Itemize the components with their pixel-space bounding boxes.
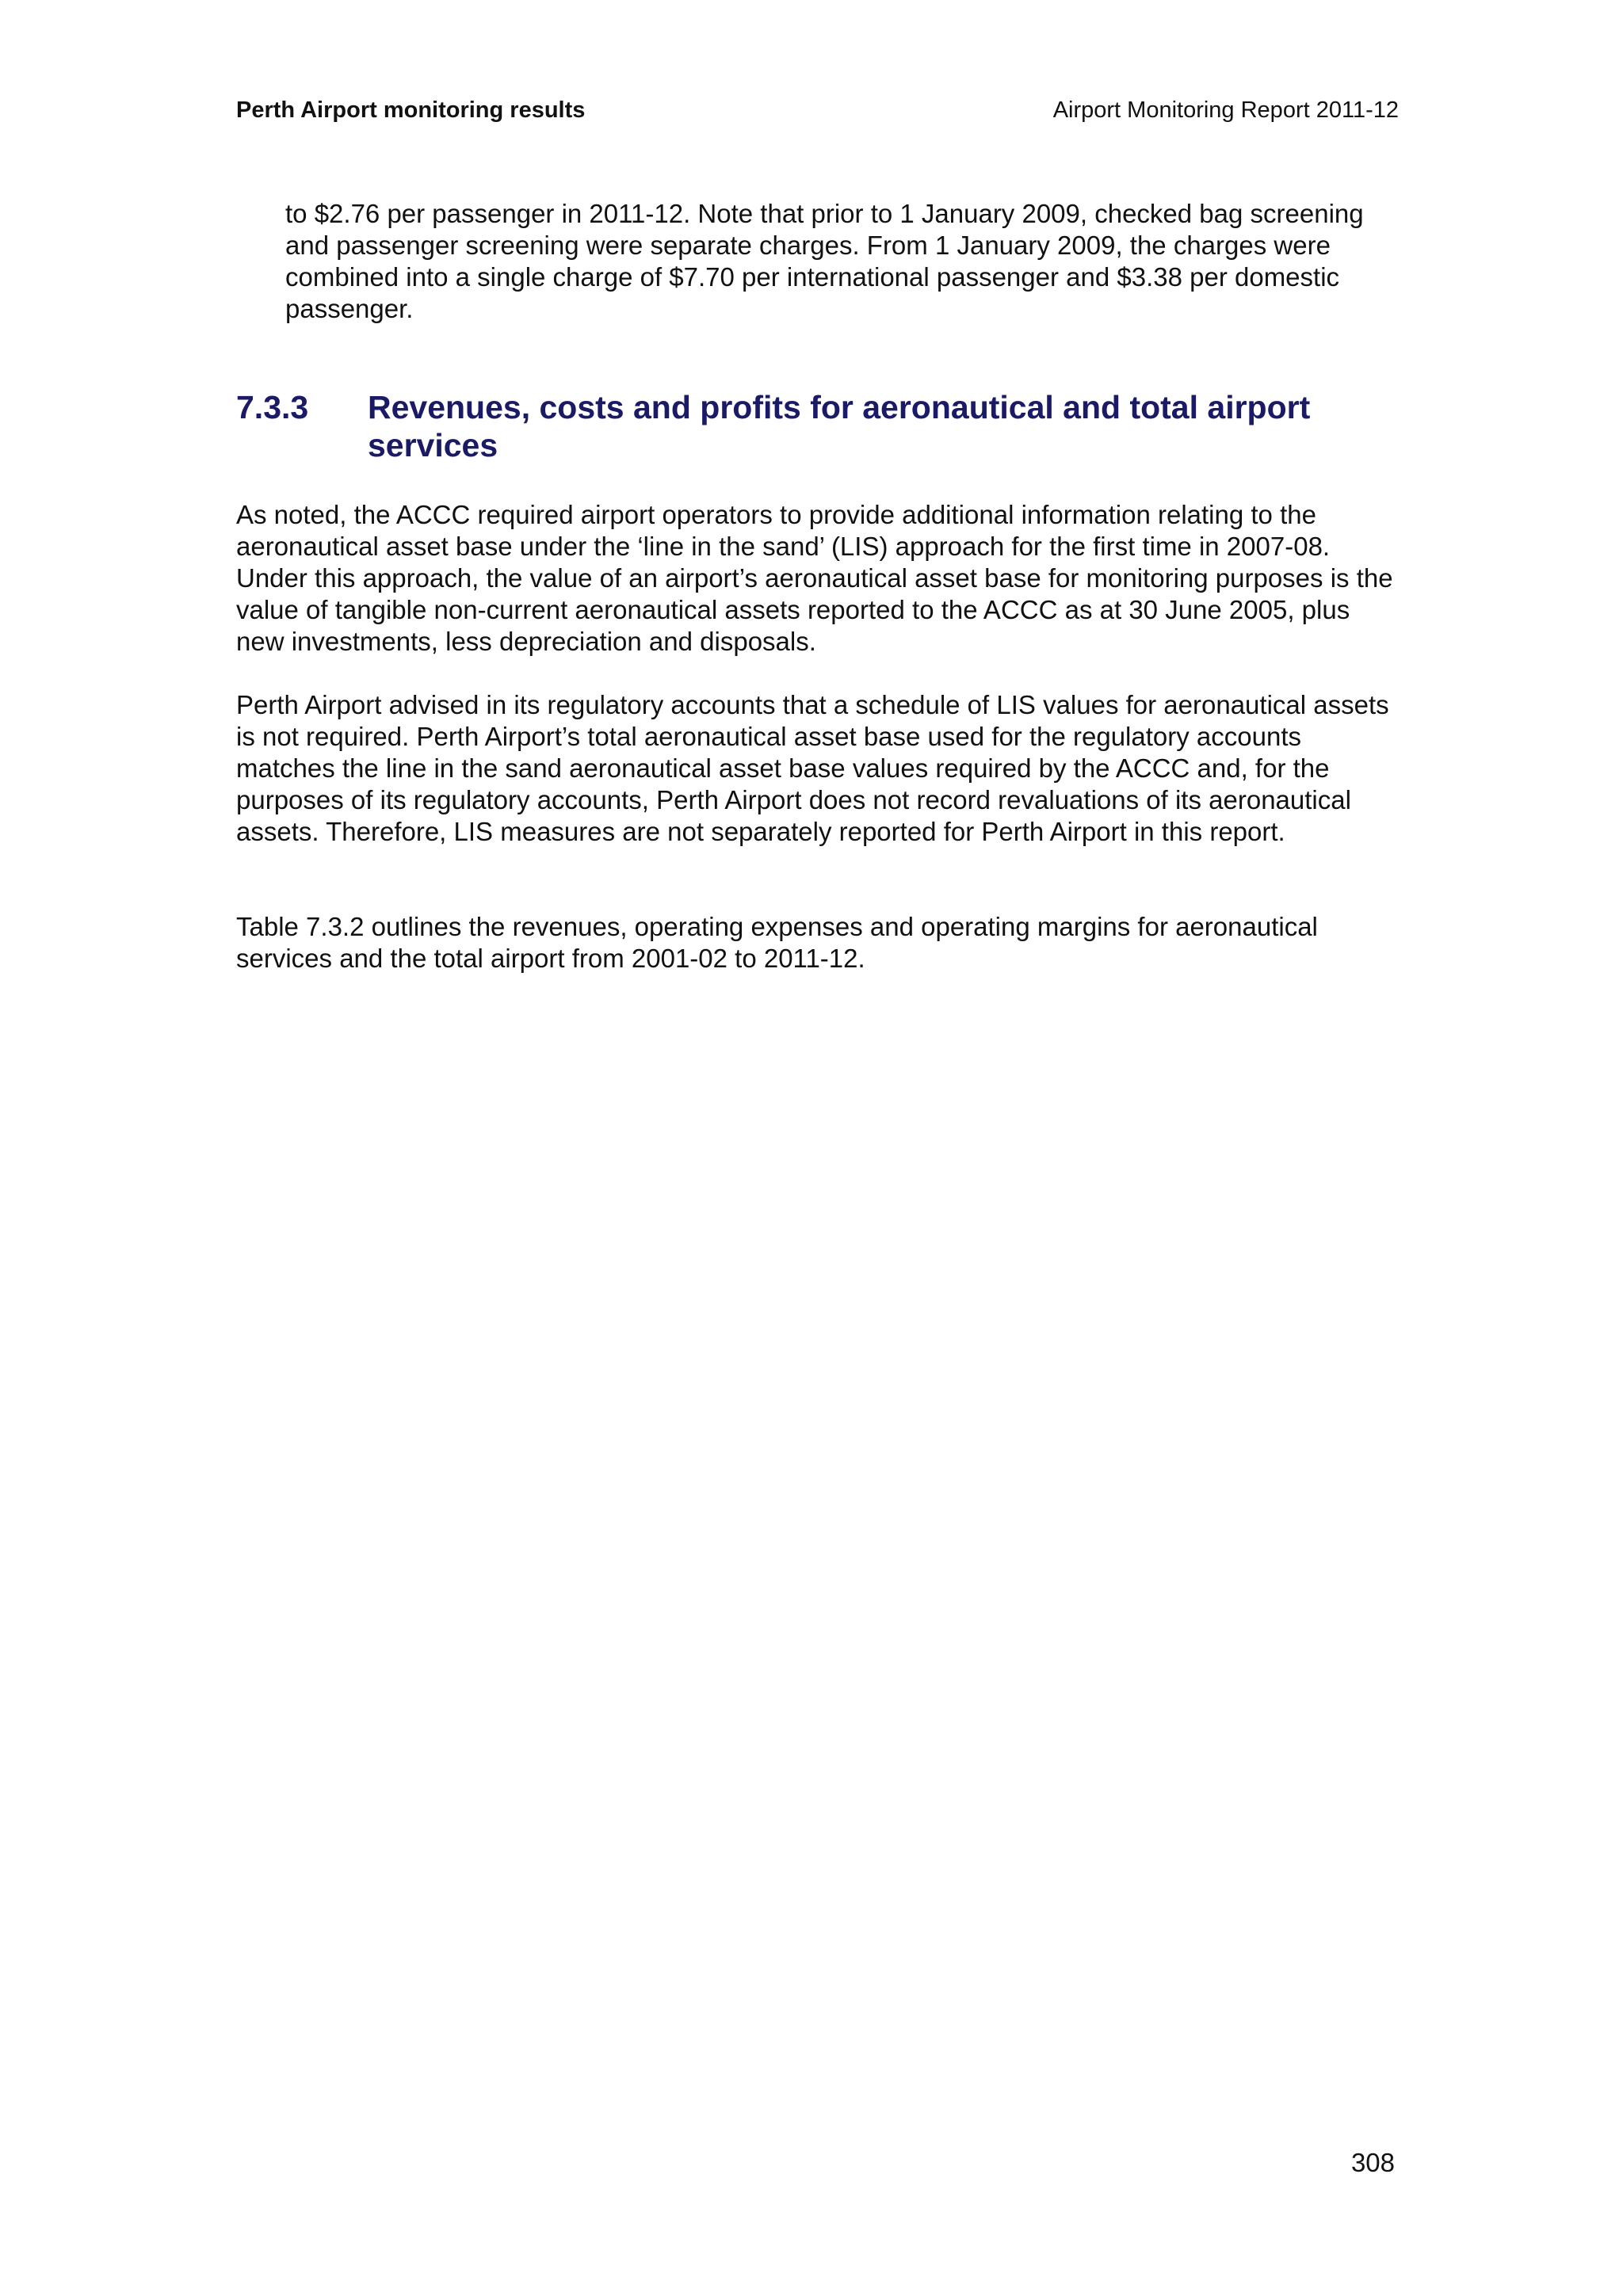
running-header-report-title: Airport Monitoring Report 2011-12 (1052, 97, 1399, 123)
section-title: Revenues, costs and profits for aeronautical and total airport services (368, 389, 1311, 463)
continued-paragraph: to $2.76 per passenger in 2011-12. Note that prior to 1 January 2009, checked bag screening and passenger screening were separate charges. From 1 January 2009, the charges were combined into a single charge of $7.70 per international passenger and $3.38 per domestic passenger. (285, 199, 1364, 323)
body-paragraph-lis-not-required: Perth Airport advised in its regulatory accounts that a schedule of LIS values for aeronautical assets is not required. Perth Airport’s total aeronautical asset base used for the regulatory accounts matches the line in the sand aeronautical asset base values required by the ACCC and, for the purposes of its regulatory accounts, Perth Airport does not record revaluations of its aeronautical assets. Therefore, LIS measures are not separately reported for Perth Airport in this report. (236, 690, 1389, 846)
body-paragraph-table-reference: Table 7.3.2 outlines the revenues, operating expenses and operating margins for aeronautical services and the total airport from 2001-02 to 2011-12. (236, 912, 1318, 973)
section-number: 7.3.3 (236, 389, 309, 425)
page-number: 308 (1350, 2148, 1395, 2177)
body-paragraph-lis-approach: As noted, the ACCC required airport operators to provide additional information relating to the aeronautical asset base under the ‘line in the sand’ (LIS) approach for the first time in 2007-08. Under this approach, the value of an airport’s aeronautical asset base for monitoring purposes is the value of tangible non-current aeronautical assets reported to the ACCC as at 30 June 2005, plus new investments, less depreciation and disposals. (236, 500, 1393, 656)
running-header-section: Perth Airport monitoring results (236, 97, 586, 123)
